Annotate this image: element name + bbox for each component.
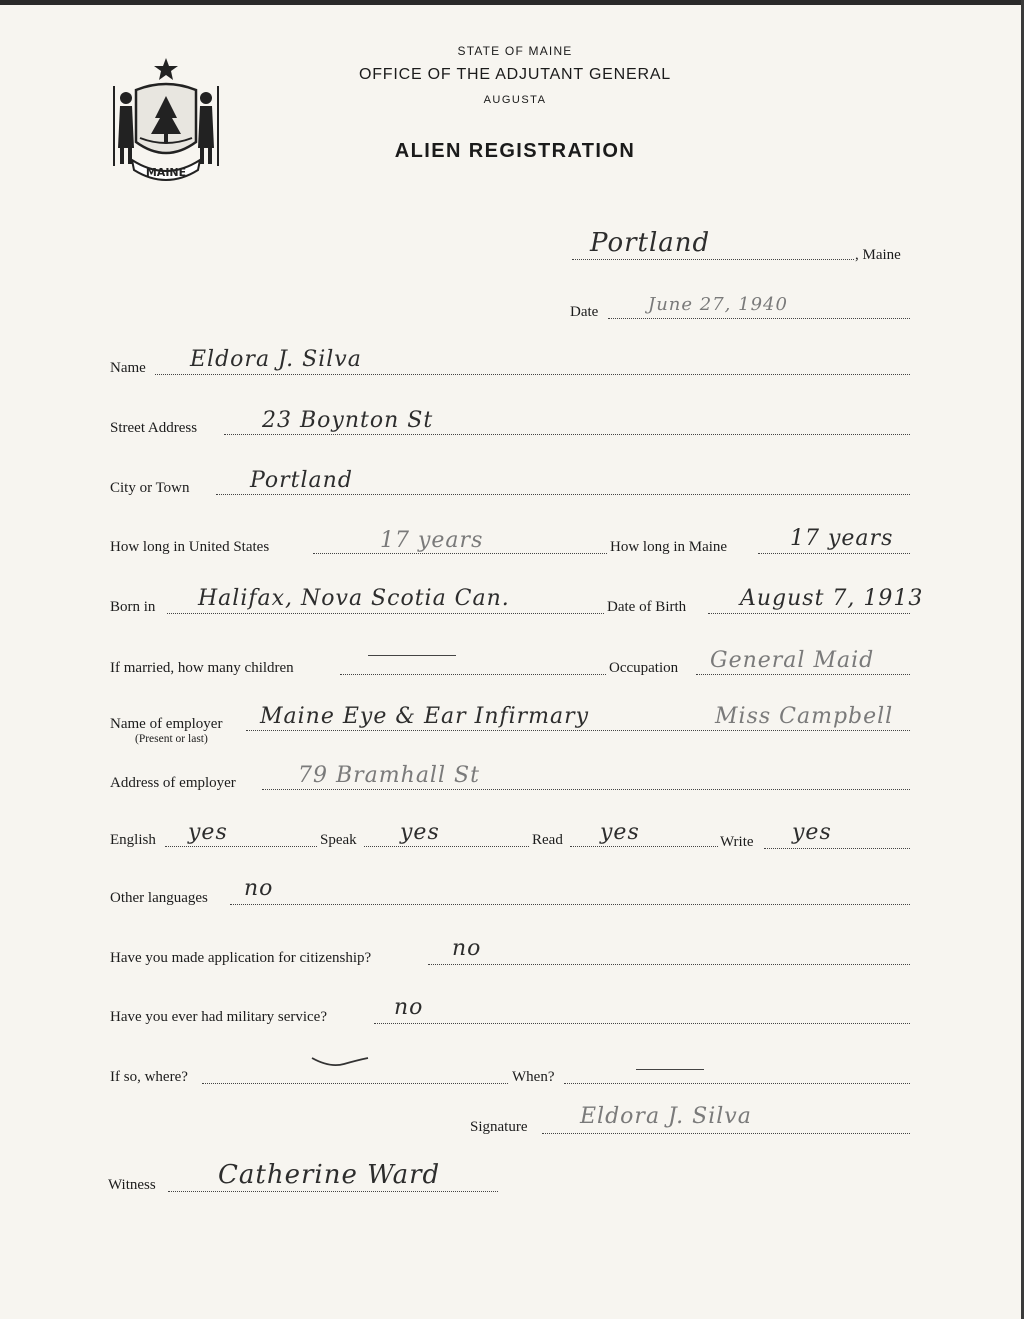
street-address-line: [224, 434, 910, 435]
citizenship-line: [428, 964, 910, 965]
english-line: [165, 846, 317, 847]
name-label: Name: [110, 360, 146, 376]
employer-address-label: Address of employer: [110, 775, 236, 791]
name-line: [155, 374, 910, 375]
children-line: [340, 674, 606, 675]
witness-line: [168, 1191, 498, 1192]
children-label: If married, how many children: [110, 660, 294, 676]
date-of-birth-value: August 7, 1913: [740, 586, 924, 611]
occupation-line: [696, 674, 910, 675]
seal-banner-text: MAINE: [145, 166, 187, 179]
place-suffix: , Maine: [855, 247, 901, 263]
military-value: no: [394, 995, 424, 1020]
city-line: [216, 494, 910, 495]
header-office: OFFICE OF THE ADJUTANT GENERAL: [358, 66, 672, 83]
citizenship-value: no: [452, 936, 482, 961]
write-value: yes: [792, 820, 832, 845]
employer-line: [246, 730, 910, 731]
if-so-where-label: If so, where?: [110, 1069, 188, 1085]
citizenship-label: Have you made application for citizenship?: [110, 950, 372, 966]
how-long-us-label: How long in United States: [110, 539, 270, 555]
born-in-label: Born in: [110, 599, 156, 615]
place-line: [572, 259, 854, 260]
speak-value: yes: [400, 820, 440, 845]
street-address-label: Street Address: [110, 420, 198, 436]
employer-sublabel: (Present or last): [135, 733, 208, 745]
how-long-us-line: [313, 553, 607, 554]
date-line: [608, 318, 910, 319]
employer-value-2: Miss Campbell: [715, 704, 894, 729]
read-line: [570, 846, 718, 847]
when-line: [564, 1083, 910, 1084]
witness-label: Witness: [108, 1177, 156, 1193]
born-in-line: [167, 613, 604, 614]
city-value: Portland: [250, 468, 353, 493]
military-label: Have you ever had military service?: [110, 1009, 327, 1025]
date-of-birth-line: [708, 613, 910, 614]
read-label: Read: [532, 832, 563, 848]
other-languages-label: Other languages: [110, 890, 208, 906]
if-so-where-line: [202, 1083, 508, 1084]
employer-address-value: 79 Bramhall St: [298, 763, 480, 788]
date-of-birth-label: Date of Birth: [607, 599, 687, 615]
write-label: Write: [720, 834, 754, 850]
city-label: City or Town: [110, 480, 190, 496]
other-languages-line: [230, 904, 910, 905]
speak-line: [364, 846, 529, 847]
when-label: When?: [512, 1069, 555, 1085]
signature-value: Eldora J. Silva: [580, 1104, 752, 1129]
english-label: English: [110, 832, 156, 848]
signature-label: Signature: [470, 1119, 528, 1135]
state-of-maine-seal-icon: [110, 56, 222, 184]
street-address-value: 23 Boynton St: [262, 408, 434, 433]
header-city: AUGUSTA: [483, 94, 547, 106]
employer-value: Maine Eye & Ear Infirmary: [260, 704, 590, 729]
occupation-value: General Maid: [710, 648, 875, 673]
witness-value: Catherine Ward: [218, 1160, 441, 1190]
occupation-label: Occupation: [609, 660, 679, 676]
scan-edge-top: [0, 0, 1024, 5]
how-long-us-value: 17 years: [380, 528, 484, 553]
how-long-maine-value: 17 years: [790, 526, 894, 551]
how-long-maine-line: [758, 553, 910, 554]
date-label: Date: [570, 304, 599, 320]
born-in-value: Halifax, Nova Scotia Can.: [198, 586, 510, 611]
employer-label: Name of employer: [110, 716, 223, 732]
read-value: yes: [600, 820, 640, 845]
speak-label: Speak: [320, 832, 357, 848]
when-dash: [636, 1069, 704, 1070]
place-value: Portland: [590, 228, 711, 258]
signature-line: [542, 1133, 910, 1134]
employer-address-line: [262, 789, 910, 790]
military-line: [374, 1023, 910, 1024]
form-title: ALIEN REGISTRATION: [394, 140, 636, 162]
children-dash: [368, 655, 456, 656]
other-languages-value: no: [244, 876, 274, 901]
header-state: STATE OF MAINE: [457, 44, 573, 58]
english-value: yes: [188, 820, 228, 845]
how-long-maine-label: How long in Maine: [610, 539, 728, 555]
date-value: June 27, 1940: [648, 294, 788, 315]
name-value: Eldora J. Silva: [190, 347, 362, 372]
write-line: [764, 848, 910, 849]
if-so-where-dash: [310, 1054, 370, 1070]
